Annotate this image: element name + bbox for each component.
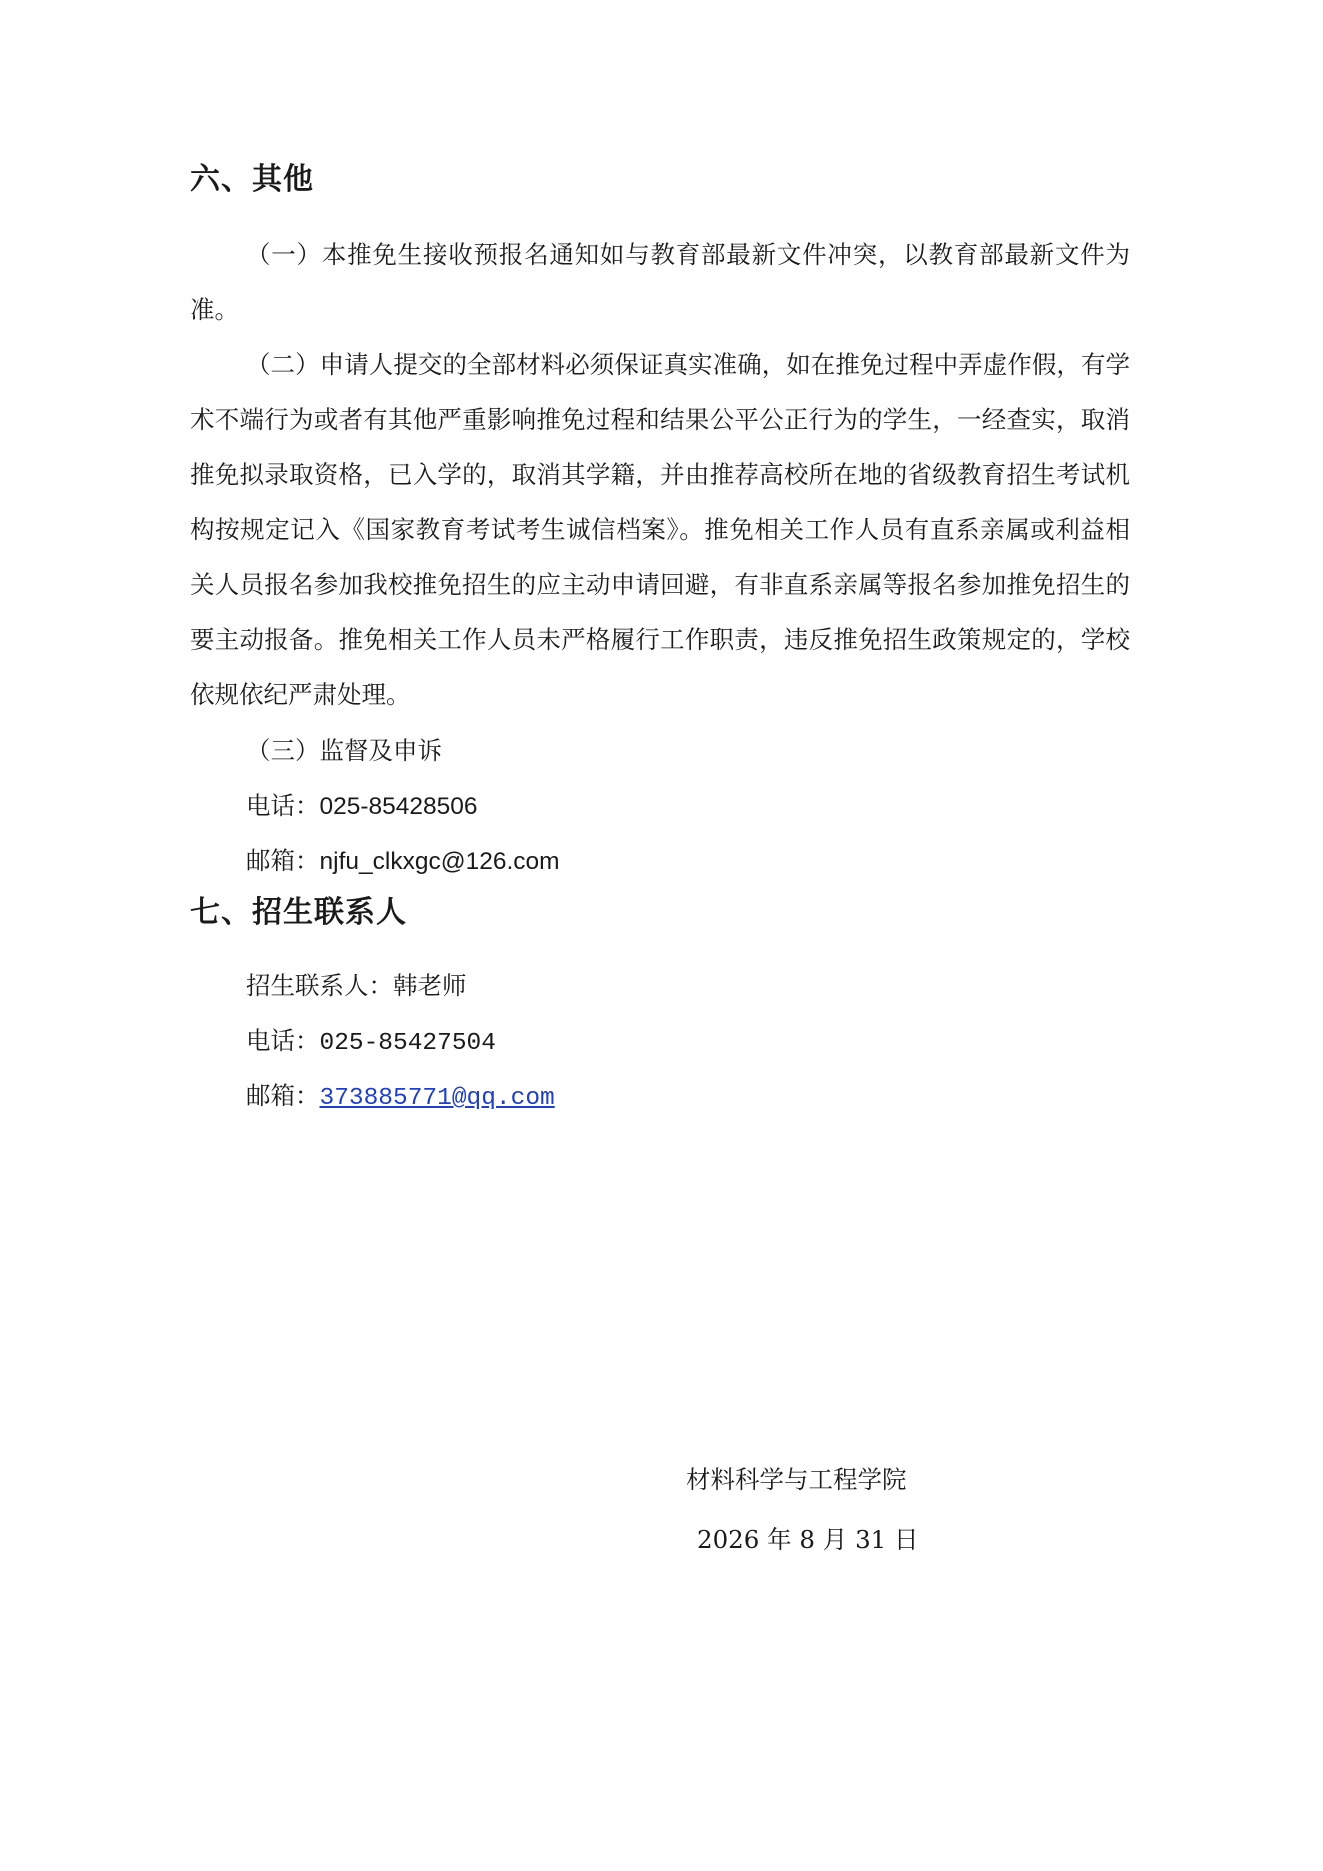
phone-label: 电话：	[246, 791, 320, 820]
contact-phone-line	[246, 1021, 496, 1064]
supervision-appeal-label: （三）监督及申诉	[246, 736, 442, 765]
email-label: 邮箱：	[246, 1081, 320, 1110]
contact-email-line	[246, 1076, 555, 1119]
supervision-phone-value: 025-85428506	[319, 793, 478, 820]
paragraph-item-1: （一）本推免生接收预报名通知如与教育部最新文件冲突，以教育部最新文件为准。	[190, 240, 1130, 324]
supervision-email-value: njfu_clkxgc@126.com	[319, 848, 560, 875]
contact-phone-value: 025-85427504	[319, 1030, 496, 1057]
section-heading-other: 六、其他	[190, 162, 314, 197]
email-label: 邮箱：	[246, 846, 320, 875]
phone-label: 电话：	[246, 1026, 320, 1055]
supervision-email-line	[246, 841, 560, 882]
signature-date: 2026 年 8 月 31 日	[697, 1525, 919, 1554]
supervision-phone-line	[246, 786, 478, 827]
paragraph-item-2: （二）申请人提交的全部材料必须保证真实准确，如在推免过程中弄虚作假，有学术不端行为或者有其他严重影响推免过程和结果公平公正行为的学生，一经查实，取消推免拟录取资格，已入学的，取消其学籍，并由推荐高校所在地的省级教育招生考试机构按规定记入《国家教育考试考生诚信档案》。推免相关工作人员有直系亲属或利益相关人员报名参加我校推免招生的应主动申请回避，有非直系亲属等报名参加推免招生的要主动报备。推免相关工作人员未严格履行工作职责，违反推免招生政策规定的，学校依规依纪严肃处理。	[190, 350, 1130, 709]
signature-organization: 材料科学与工程学院	[686, 1465, 907, 1494]
contact-person-line: 招生联系人：韩老师	[246, 971, 467, 1000]
section-heading-admissions-contact: 七、招生联系人	[190, 895, 407, 930]
contact-email-link[interactable]: 373885771@qq.com	[319, 1085, 555, 1112]
